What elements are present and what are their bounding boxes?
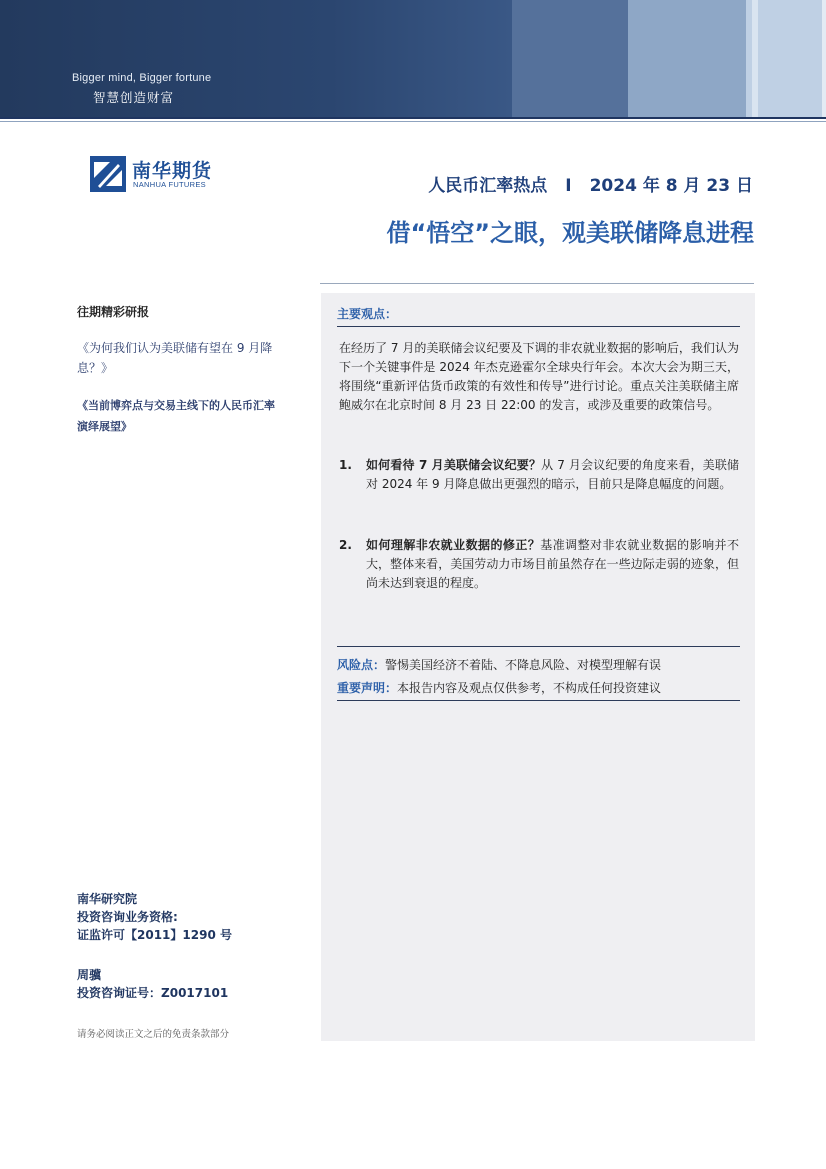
point-number: 1.: [339, 458, 352, 472]
banner-divider: [0, 121, 826, 122]
report-type-line: [428, 171, 753, 196]
cert-number: Z0017101: [161, 986, 229, 1000]
key-point: [339, 536, 739, 593]
point-question: 如何看待 7 月美联储会议纪要？: [366, 458, 542, 472]
banner-stripe: [822, 0, 826, 117]
risk-divider: [337, 700, 740, 701]
risk-text: 警惕美国经济不着陆、不降息风险、对模型理解有误: [385, 658, 662, 672]
past-reports-section: [77, 303, 277, 437]
notice-label: 重要声明：: [337, 681, 398, 695]
past-reports-heading: 往期精彩研报: [77, 305, 150, 319]
summary-paragraph: 在经历了 7 月的美联储会议纪要及下调的非农就业数据的影响后，我们认为下一个关键事件是 2024 年杰克逊霍尔全球央行年会。本次大会为期三天，将围绕“重新评估货币政策的有效性和传导”进行讨论。重点关注美联储主席鲍威尔在北京时间 8 月 23 日 22:00 的发言，或涉及重要的政策信号。: [339, 341, 739, 412]
license-number: 证监许可【2011】1290 号: [77, 928, 232, 942]
disclaimer-note: 请务必阅读正文之后的免责条款部分: [77, 1029, 230, 1040]
banner-stripe: [512, 0, 628, 117]
analyst-cert: [77, 984, 297, 1002]
risk-divider: [337, 646, 740, 647]
banner-stripe: [752, 0, 758, 117]
banner-divider: [0, 117, 826, 119]
past-report-link[interactable]: 《为何我们认为美联储有望在 9 月降息？》: [77, 341, 273, 375]
banner-stripe: [628, 0, 746, 117]
institute-info: [77, 890, 297, 944]
cert-label: 投资咨询证号：: [77, 986, 162, 1000]
past-report-link[interactable]: 《当前博弈点与交易主线下的人民币汇率演绎展望》: [77, 399, 275, 433]
institute-name: 南华研究院: [77, 892, 138, 906]
slogan-english: Bigger mind, Bigger fortune: [72, 72, 212, 84]
logo-text-en: NANHUA FUTURES: [133, 180, 206, 189]
logo-text-cn: 南华期货: [132, 160, 213, 182]
company-logo: [90, 156, 220, 192]
analyst-name: 周骥: [77, 968, 102, 982]
qualification-label: 投资咨询业务资格:: [77, 910, 178, 924]
header-banner: [0, 0, 826, 117]
report-category: 人民币汇率热点: [428, 176, 548, 196]
report-date: 2024 年 8 月 23 日: [589, 176, 753, 196]
risk-label: 风险点：: [337, 658, 386, 672]
heading-divider: [337, 326, 740, 327]
report-title: 借“悟空”之眼，观美联储降息进程: [386, 219, 754, 247]
notice-text: 本报告内容及观点仅供参考，不构成任何投资建议: [397, 681, 662, 695]
header-separator: I: [565, 176, 572, 196]
point-answer: 基准调整对非农就业数据的影响并不大，整体来看，美国劳动力市场目前虽然存在一些边际走弱的迹象，但尚未达到衰退的程度。: [366, 538, 739, 590]
key-points-heading: 主要观点：: [337, 307, 398, 321]
risk-line: [337, 656, 661, 673]
notice-line: [337, 679, 661, 696]
key-points-panel: [321, 293, 755, 1041]
banner-stripe: [746, 0, 826, 117]
slogan-chinese: 智慧创造财富: [93, 90, 175, 105]
nanhua-logo-icon: [90, 156, 126, 192]
analyst-info: [77, 966, 297, 1002]
point-answer: 从 7 月会议纪要的角度来看，美联储对 2024 年 9 月降息做出更强烈的暗示，目前只是降息幅度的问题。: [366, 458, 739, 491]
point-number: 2.: [339, 538, 352, 552]
title-divider: [320, 283, 754, 284]
point-question: 如何理解非农就业数据的修正？: [366, 538, 541, 552]
key-point: [339, 456, 739, 494]
